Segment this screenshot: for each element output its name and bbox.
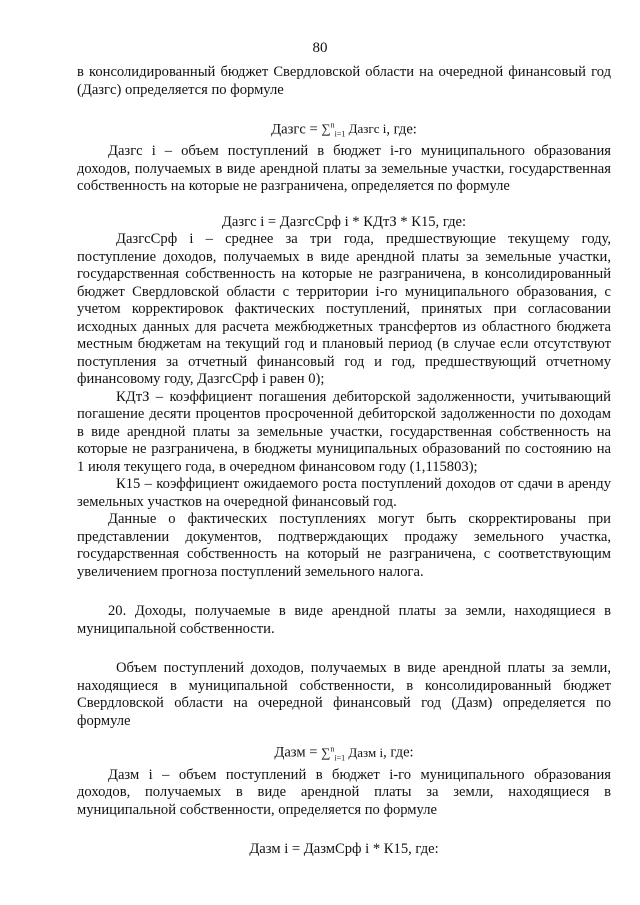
section-20-heading: 20. Доходы, получаемые в виде арендной платы за земли, находящиеся в муниципальной собственности.: [77, 603, 611, 637]
paragraph-data-correction: Данные о фактических поступлениях могут быть скорректированы при представлении документов, подтверждающих продажу земельного участка, государственная собственность на который не разграничена, с соответствующим увеличением прогноза поступлений земельного налога.: [77, 511, 611, 580]
page-number: 80: [312, 40, 328, 56]
paragraph-k15-definition: К15 – коэффициент ожидаемого роста поступлений доходов от сдачи в аренду земельных участков на очередной финансовый год.: [77, 476, 611, 510]
formula-lhs: Дазм =: [274, 744, 322, 761]
formula-dazm-sum: [77, 740, 611, 766]
formula-tail: , где:: [386, 121, 417, 138]
formula-dazgs-sum: [77, 117, 611, 143]
paragraph-dazm-i-definition: Дазм i – объем поступлений в бюджет i-го муниципального образования доходов, получаемых в виде арендной платы за земли, находящиеся в муниципальной собственности, определяется по формуле: [77, 766, 611, 818]
paragraph-kdtz-definition: КДтЗ – коэффициент погашения дебиторской задолженности, учитывающий погашение десяти процентов просроченной дебиторской задолженности по доходам в виде арендной платы за земельные участки, государственная собственность на которые не разграничена, в бюджеты муниципальных образований по состоянию на 1 июля текущего года, в очередном финансовом году (1,115803);: [77, 388, 611, 475]
formula-dazm-i: Дазм i = ДазмСрф i * К15, где:: [249, 841, 439, 858]
paragraph-intro: в консолидированный бюджет Свердловской области на очередной финансовый год (Дазгс) определяется по формуле: [77, 64, 611, 98]
document-body: [77, 64, 611, 859]
formula-term: Дазм i: [345, 744, 384, 760]
sum-symbol: ∑$^n_{i=1}$: [321, 121, 346, 139]
sum-symbol: ∑$^n_{i=1}$: [321, 744, 346, 763]
formula-term: Дазгс i: [345, 121, 387, 137]
formula-lhs: Дазгс =: [271, 121, 322, 138]
paragraph-dazm-intro: Объем поступлений доходов, получаемых в виде арендной платы за земли, находящиеся в муниципальной собственности, в консолидированный бюджет Свердловской области на очередной финансовый год (Дазм) определяется по формуле: [77, 660, 611, 729]
paragraph-dazgs-i-definition: Дазгс i – объем поступлений в бюджет i-го муниципального образования доходов, получаемых в виде арендной платы за земельные участки, государственная собственность на которые не разграничена, определяется по формуле: [77, 143, 611, 195]
formula-dazgs-i: Дазгс i = ДазгсСрф i * КДтЗ * К15, где:: [221, 213, 467, 230]
formula-tail: , где:: [383, 744, 414, 761]
paragraph-dazgssrf-definition: ДазгсСрф i – среднее за три года, предшествующие текущему году, поступление доходов, получаемых в виде арендной платы за земельные участки, государственная собственность на которые не разграничена, в консолидированный бюджет Свердловской области с территории i-го муниципального образования, с учетом корректировок фактических поступлений, принятых при согласовании исходных данных для расчета межбюджетных трансфертов из областного бюджета местным бюджетам на текущий год и плановый период (в случае если отсутствуют поступления за отчетный финансовый год и год, предшествующий отчетному финансовому году, ДазгсСрф i равен 0);: [77, 231, 611, 388]
